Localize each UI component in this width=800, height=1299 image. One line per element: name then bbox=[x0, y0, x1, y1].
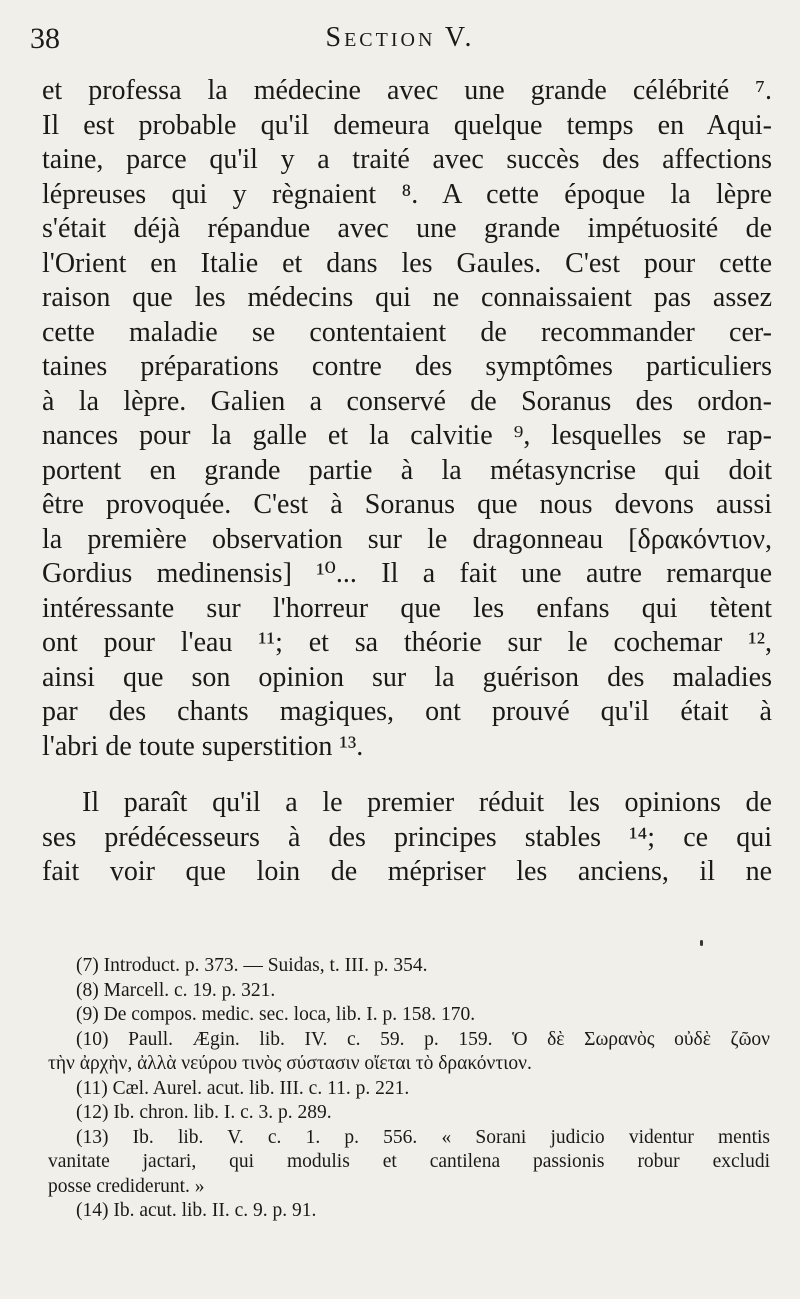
footnote-line: vanitate jactari, qui modulis et cantilena passionis robur excludi bbox=[48, 1151, 770, 1172]
body-line: Il paraît qu'il a le premier réduit les opinions de bbox=[82, 787, 772, 818]
body-line: ainsi que son opinion sur la guérison des maladies bbox=[42, 661, 772, 693]
body-line: Il est probable qu'il demeura quelque temps en Aqui- bbox=[42, 109, 772, 141]
body-line: s'était déjà répandue avec une grande impétuosité de bbox=[42, 213, 772, 244]
footnote-line: (11) Cæl. Aurel. acut. lib. III. c. 11. p. 221. bbox=[76, 1077, 410, 1099]
body-line: la première observation sur le dragonneau [δρακόντιον, bbox=[42, 523, 772, 555]
body-line: taine, parce qu'il y a traité avec succès des affections bbox=[42, 144, 772, 175]
body-line: portent en grande partie à la métasyncrise qui doit bbox=[42, 454, 772, 486]
footnote-line: (14) Ib. acut. lib. II. c. 9. p. 91. bbox=[76, 1200, 317, 1221]
body-line: taines préparations contre des symptômes particuliers bbox=[42, 351, 772, 382]
footnote-line: (13) Ib. lib. V. c. 1. p. 556. « Sorani judicio videntur mentis bbox=[76, 1126, 770, 1148]
paragraph-gap bbox=[42, 764, 772, 786]
page-number: 38 bbox=[30, 22, 60, 55]
body-line: Gordius medinensis] ¹⁰... Il a fait une autre remarque bbox=[42, 558, 772, 589]
footnote-line: (12) Ib. chron. lib. I. c. 3. p. 289. bbox=[76, 1102, 332, 1123]
footnote-line: (8) Marcell. c. 19. p. 321. bbox=[76, 979, 276, 1001]
body-line: être provoquée. C'est à Soranus que nous devons aussi bbox=[42, 489, 772, 520]
footnote-line: (7) Introduct. p. 373. — Suidas, t. III. p. 354. bbox=[76, 955, 428, 976]
footnote-line: τὴν ἀρχὴν, ἀλλὰ νεύρου τινὸς σύστασιν οἴεται τὸ δρακόντιον. bbox=[48, 1053, 532, 1074]
body-line: à la lèpre. Galien a conservé de Soranus des ordon- bbox=[42, 385, 772, 417]
body-line: par des chants magiques, ont prouvé qu'il était à bbox=[42, 696, 772, 727]
running-head: Section V. bbox=[325, 22, 475, 53]
footnotes bbox=[48, 954, 770, 1224]
footnote-line: posse crediderunt. » bbox=[48, 1175, 205, 1197]
footnote-line: (10) Paull. Ægin. lib. IV. c. 59. p. 159. Ὁ δὲ Σωρανὸς οὐδὲ ζῶον bbox=[76, 1028, 770, 1050]
body-line: cette maladie se contentaient de recommander cer- bbox=[42, 316, 772, 348]
body-line: lépreuses qui y règnaient ⁸. A cette époque la lèpre bbox=[42, 178, 772, 210]
body-line: l'abri de toute superstition ¹³. bbox=[42, 730, 364, 762]
body-line: l'Orient en Italie et dans les Gaules. C'est pour cette bbox=[42, 247, 772, 279]
footnote-line: (9) De compos. medic. sec. loca, lib. I. p. 158. 170. bbox=[76, 1004, 476, 1025]
body-line: raison que les médecins qui ne connaissaient pas assez bbox=[42, 282, 772, 313]
body-line: ont pour l'eau ¹¹; et sa théorie sur le cochemar ¹², bbox=[42, 627, 772, 658]
body-line: fait voir que loin de mépriser les anciens, il ne bbox=[42, 856, 772, 887]
body-line: ses prédécesseurs à des principes stables ¹⁴; ce qui bbox=[42, 821, 772, 853]
ink-speck bbox=[700, 940, 703, 946]
body-line: et professa la médecine avec une grande célébrité ⁷. bbox=[42, 75, 772, 106]
body-line: nances pour la galle et la calvitie ⁹, lesquelles se rap- bbox=[42, 420, 772, 451]
body-text bbox=[42, 74, 772, 890]
body-line: intéressante sur l'horreur que les enfans qui tètent bbox=[42, 592, 772, 624]
